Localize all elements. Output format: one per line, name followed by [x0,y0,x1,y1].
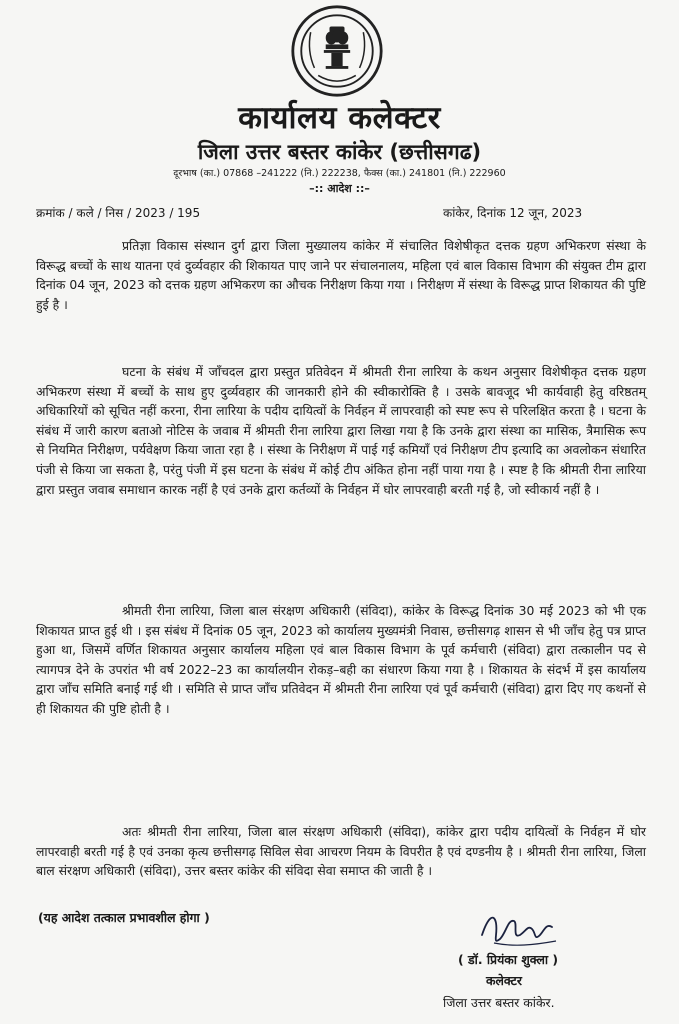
paragraph-1: प्रतिज्ञा विकास संस्थान दुर्ग द्वारा जिला मुख्यालय कांकेर में संचालित विशेषीकृत दत्तक ग्रहण अभिकरण संस्था के विरूद्ध बच्चों के साथ यातना एवं दुर्व्यवहार की शिकायत पाए जाने पर संचालनालय, महिला एवं बाल विकास विभाग की संयुक्त टीम द्वारा दिनांक 04 जून, 2023 को दत्तक ग्रहण अभिकरण का औचक निरीक्षण किया गया । निरीक्षण में संस्था के विरूद्ध प्राप्त शिकायत की पुष्टि हुई है । [36,238,646,312]
signatory-office: जिला उत्तर बस्तर कांकेर. [443,995,555,1010]
order-heading: –:: आदेश ::– [309,182,370,195]
effect-note: (यह आदेश तत्काल प्रभावशील होगा ) [38,910,210,925]
paragraph-4: अतः श्रीमती रीना लारिया, जिला बाल संरक्षण अधिकारी (संविदा), कांकेर द्वारा पदीय दायित्वों के निर्वहन में घोर लापरवाही बरती गई है एवं उनका कृत्य छत्तीसगढ़ सिविल सेवा आचरण नियम के विपरीत है एवं दण्डनीय है । श्रीमती रीना लारिया, जिला बाल संरक्षण अधिकारी (संविदा), उत्तर बस्तर कांकेर की संविदा सेवा समाप्त की जाती है । [36,824,646,879]
place-date: कांकेर, दिनांक 12 जून, 2023 [443,206,583,220]
reference-number: क्रमांक / कले / निस / 2023 / 195 [36,206,201,220]
district-title: जिला उत्तर बस्तर कांकेर (छत्तीसगढ) [197,140,482,164]
signatory-name: ( डॉ. प्रियंका शुक्ला ) [458,952,559,967]
contact-line: दूरभाष (का.) 07868 –241222 (नि.) 222238, फैक्स (का.) 241801 (नि.) 222960 [173,168,506,179]
paragraph-3: श्रीमती रीना लारिया, जिला बाल संरक्षण अधिकारी (संविदा), कांकेर के विरूद्ध दिनांक 30 मई 2023 को भी एक शिकायत प्राप्त हुई थी । इस संबंध में दिनांक 05 जून, 2023 को कार्यालय मुख्यमंत्री निवास, छत्तीसगढ़ शासन से भी जाँच हेतु पत्र प्राप्त हुआ था, जिसमें वर्णित शिकायत अनुसार कार्यालय महिला एवं बाल विकास विभाग के पूर्व कर्मचारी (संविदा) द्वारा तत्कालीन पद से त्यागपत्र देने के उपरांत भी वर्ष 2022–23 का कार्यालयीन रोकड़–बही का संधारण किया गया है । शिकायत के संदर्भ में इस कार्यालय द्वारा जाँच समिति बनाई गई थी । समिति से प्राप्त जाँच प्रतिवेदन में श्रीमती रीना लारिया एवं पूर्व कर्मचारी (संविदा) द्वारा दिए गए कथनों से ही शिकायत की पुष्टि होती है । [36,603,646,716]
paragraph-2: घटना के संबंध में जाँचदल द्वारा प्रस्तुत प्रतिवेदन में श्रीमती रीना लारिया के कथन अनुसार विशेषीकृत दत्तक ग्रहण अभिकरण संस्था में बच्चों के साथ हुए दुर्व्यवहार की जानकारी होने की स्वीकारोक्ति है । उसके बावजूद भी कार्यवाही हेतु वरिष्ठतम् अधिकारियों को सूचित नहीं करना, रीना लारिया के पदीय दायित्वों के निर्वहन में लापरवाही को स्पष्ट रूप से परिलक्षित करता है । घटना के संबंध में जारी कारण बताओ नोटिस के जवाब में श्रीमती रीना लारिया द्वारा लिखा गया है कि उनके द्वारा संस्था का मासिक, त्रैमासिक रूप से नियमित निरीक्षण, पर्यवेक्षण किया जाता रहा है । संस्था के निरीक्षण में पाई गई कमियाँ एवं निरीक्षण टीप इत्यादि का अवलोकन संधारित पंजी से किया जा सकता है, परंतु पंजी में इस घटना के संबंध में कोई टीप अंकित होना नहीं पाया गया है । स्पष्ट है कि श्रीमती रीना लारिया द्वारा प्रस्तुत जवाब समाधान कारक नहीं है एवं उनके द्वारा कर्तव्यों के निर्वहन में घोर लापरवाही बरती गई है, जो स्वीकार्य नहीं है । [36,364,646,497]
handwritten-signature-icon [474,905,564,955]
office-title: कार्यालय कलेक्टर [238,100,441,136]
signatory-designation: कलेक्टर [486,973,522,988]
government-emblem-icon [290,4,384,98]
